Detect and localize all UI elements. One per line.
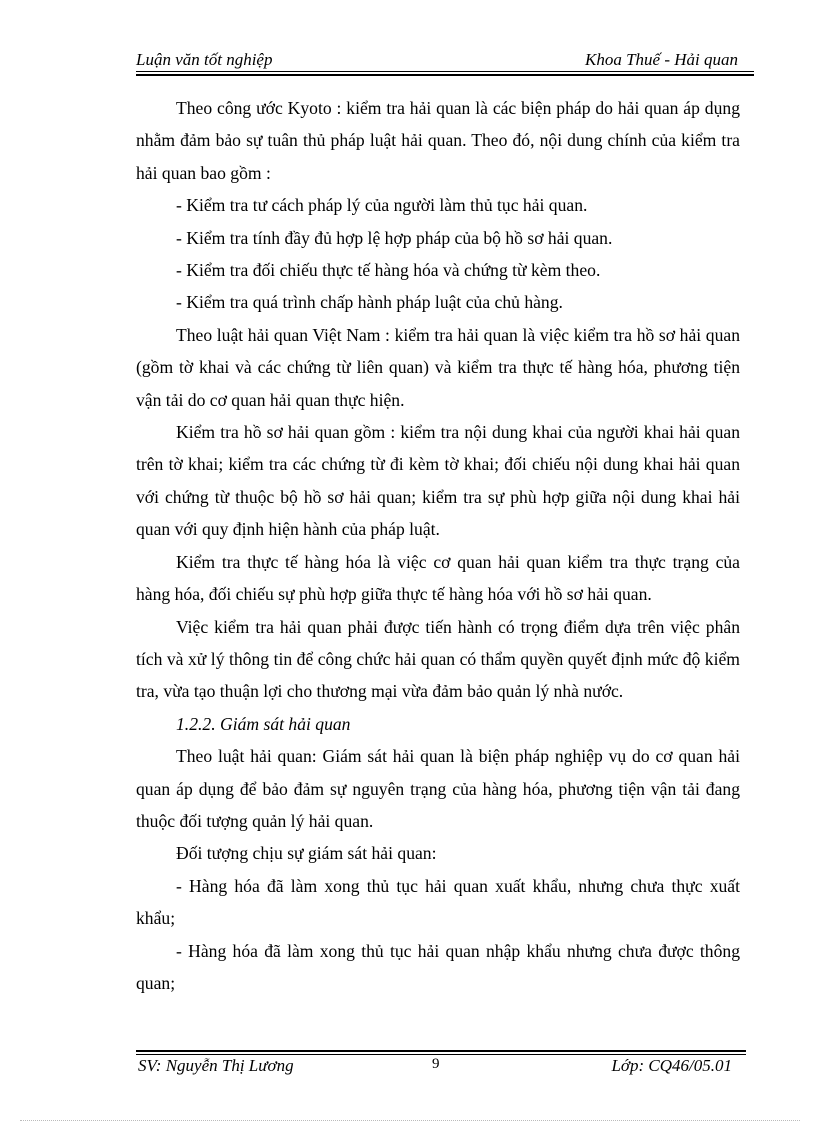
footer-student-name: SV: Nguyễn Thị Lương <box>138 1056 294 1075</box>
header-faculty: Khoa Thuế - Hải quan <box>585 50 738 69</box>
paragraph-vietnam-law: Theo luật hải quan Việt Nam : kiểm tra hải quan là việc kiểm tra hồ sơ hải quan (gồm tờ khai và các chứng từ liên quan) và kiểm tra thực tế hàng hóa, phương tiện vận tải do cơ quan hải quan thực hiện. <box>136 324 740 410</box>
header-rule-thin <box>136 71 754 72</box>
page-body <box>136 92 740 999</box>
footer-class-code: Lớp: CQ46/05.01 <box>611 1056 732 1075</box>
paragraph-physical-check: Kiểm tra thực tế hàng hóa là việc cơ quan hải quan kiểm tra thực trạng của hàng hóa, đối chiếu sự phù hợp giữa thực tế hàng hóa với hồ sơ hải quan. <box>136 551 740 605</box>
page-number: 9 <box>432 1056 440 1072</box>
footer-rule-thick <box>136 1050 746 1052</box>
list-item: - Hàng hóa đã làm xong thủ tục hải quan nhập khẩu nhưng chưa được thông quan; <box>136 940 740 993</box>
paragraph-kyoto: Theo công ước Kyoto : kiểm tra hải quan là các biện pháp do hải quan áp dụng nhằm đảm bảo sự tuân thủ pháp luật hải quan. Theo đó, nội dung chính của kiểm tra hải quan bao gồm : <box>136 98 740 183</box>
list-item: - Hàng hóa đã làm xong thủ tục hải quan xuất khẩu, nhưng chưa thực xuất khẩu; <box>136 875 740 929</box>
page-header <box>136 48 754 72</box>
list-item: - Kiểm tra tính đầy đủ hợp lệ hợp pháp của bộ hồ sơ hải quan. <box>176 227 613 248</box>
header-rule-thick <box>136 74 754 76</box>
section-heading: 1.2.2. Giám sát hải quan <box>176 713 351 734</box>
list-item: - Kiểm tra quá trình chấp hành pháp luật của chủ hàng. <box>176 292 563 313</box>
paragraph-risk-based: Việc kiểm tra hải quan phải được tiến hành có trọng điểm dựa trên việc phân tích và xử lý thông tin để công chức hải quan có thẩm quyền quyết định mức độ kiểm tra, vừa tạo thuận lợi cho thương mại vừa đảm bảo quản lý nhà nước. <box>136 616 740 702</box>
paragraph-supervision-subjects: Đối tượng chịu sự giám sát hải quan: <box>176 843 437 864</box>
paragraph-document-check: Kiểm tra hồ sơ hải quan gồm : kiểm tra nội dung khai của người khai hải quan trên tờ khai; kiểm tra các chứng từ đi kèm tờ khai; đối chiếu nội dung khai hải quan với chứng từ thuộc bộ hồ sơ hải quan; kiểm tra sự phù hợp giữa nội dung khai hải quan với quy định hiện hành của pháp luật. <box>136 422 740 540</box>
paragraph-supervision-definition: Theo luật hải quan: Giám sát hải quan là biện pháp nghiệp vụ do cơ quan hải quan áp dụng để bảo đảm sự nguyên trạng của hàng hóa, phương tiện vận tải đang thuộc đối tượng quản lý hải quan. <box>136 746 740 831</box>
page-footer <box>136 1056 746 1080</box>
list-item: - Kiểm tra đối chiếu thực tế hàng hóa và chứng từ kèm theo. <box>176 260 601 281</box>
page-edge-divider <box>20 1120 800 1121</box>
header-thesis-title: Luận văn tốt nghiệp <box>136 50 273 69</box>
list-item: - Kiểm tra tư cách pháp lý của người làm thủ tục hải quan. <box>176 195 588 216</box>
footer-rule-thin <box>136 1054 746 1055</box>
